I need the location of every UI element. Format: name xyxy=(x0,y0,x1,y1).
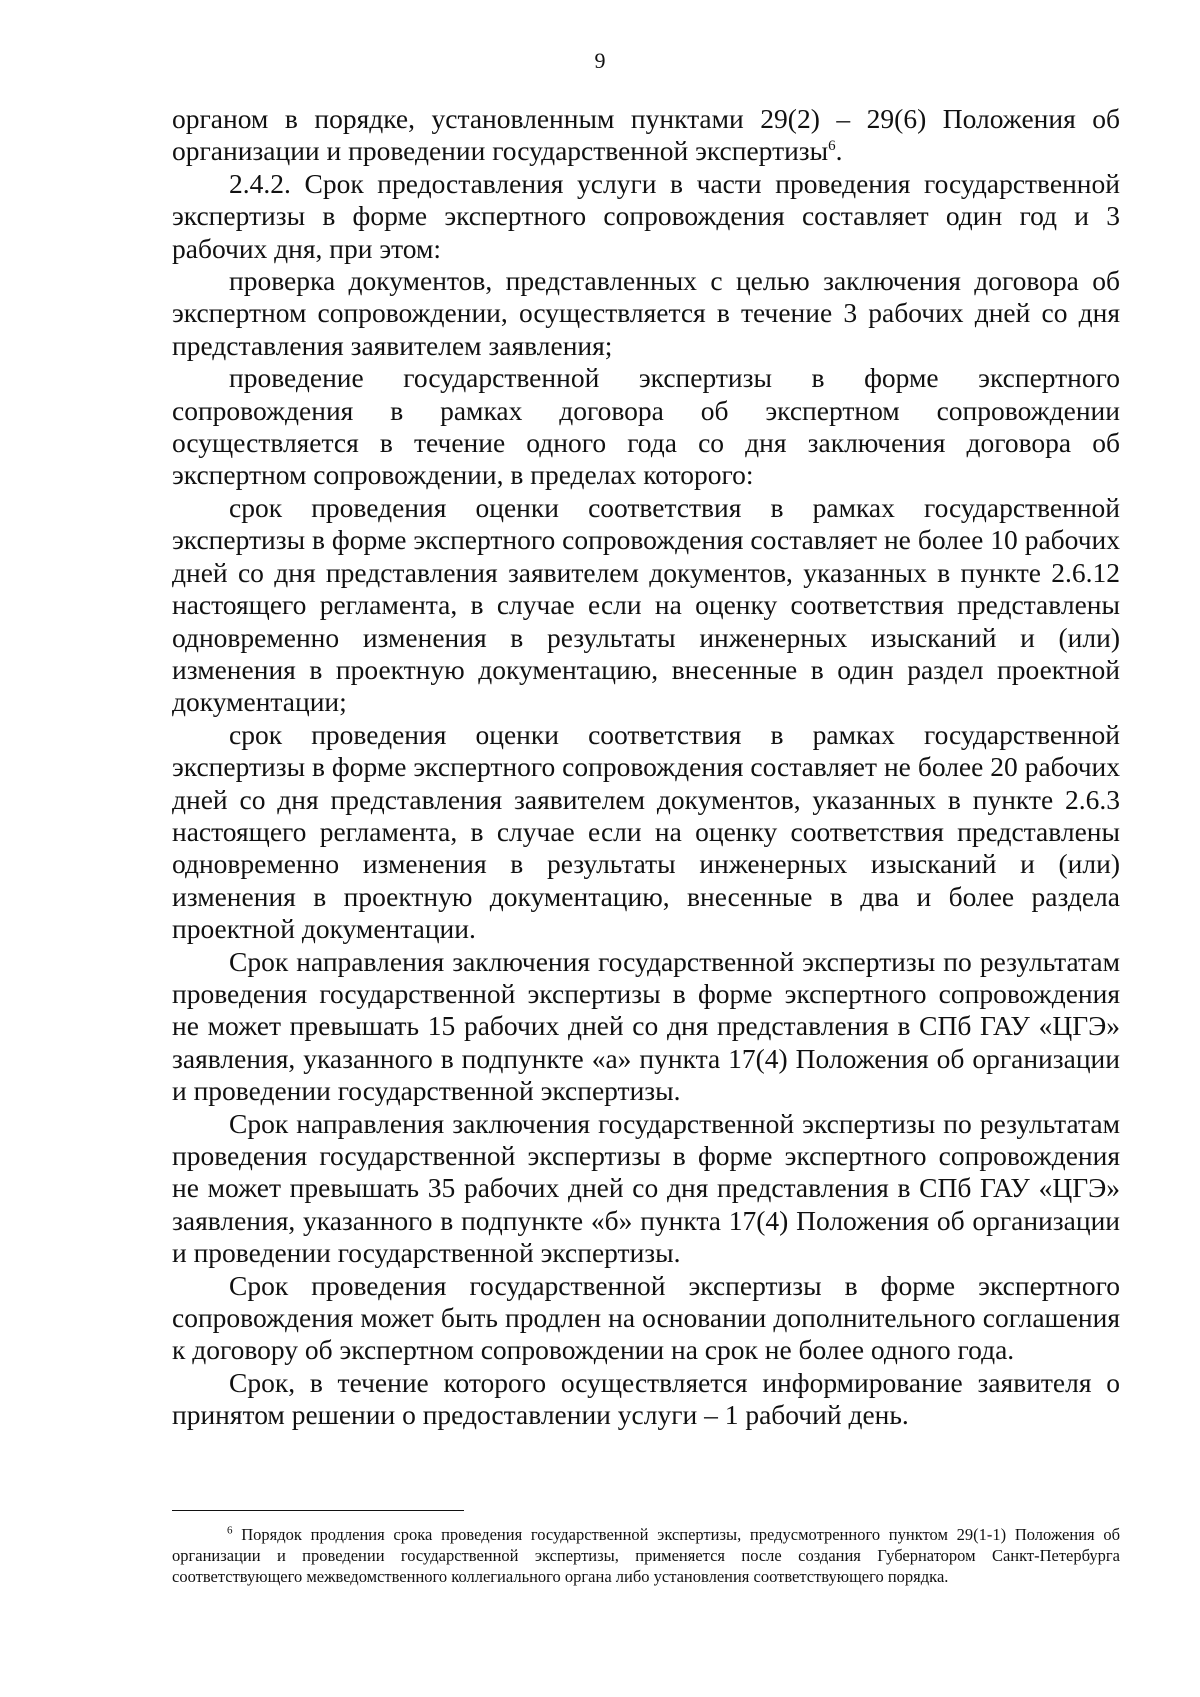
footnote-text: Порядок продления срока проведения государственной экспертизы, предусмотренного пунктом 29(1-1) Положения об организации и проведении государственной экспертизы, применяется после создания Губернатором Санкт-Петербурга соответствующего межведомственного коллегиального органа либо установления соответствующего порядка. xyxy=(172,1525,1120,1586)
paragraph-conclusion-15-days: Срок направления заключения государственной экспертизы по результатам проведения государственной экспертизы в форме экспертного сопровождения не может превышать 15 рабочих дней со дня представления в СПб ГАУ «ЦГЭ» заявления, указанного в подпункте «а» пункта 17(4) Положения об организации и проведении государственной экспертизы. xyxy=(172,945,1120,1107)
paragraph-notification: Срок, в течение которого осуществляется информирование заявителя о принятом решении о предоставлении услуги – 1 рабочий день. xyxy=(172,1366,1120,1431)
paragraph-extension: Срок проведения государственной экспертизы в форме экспертного сопровождения может быть продлен на основании дополнительного соглашения к договору об экспертном сопровождении на срок не более одного года. xyxy=(172,1269,1120,1366)
paragraph-text: органом в порядке, установленным пунктами 29(2) – 29(6) Положения об организации и проведении государственной экспертизы xyxy=(172,103,1120,167)
footnote-marker: 6 xyxy=(227,1524,233,1537)
paragraph-expertise-term: проведение государственной экспертизы в форме экспертного сопровождения в рамках договора об экспертном сопровождении осуществляется в течение одного года со дня заключения договора об экспертном сопровождении, в пределах которого: xyxy=(172,362,1120,491)
footnote-divider xyxy=(172,1510,464,1511)
paragraph-continuation xyxy=(172,103,1120,168)
body-text xyxy=(172,103,1120,1432)
paragraph-assessment-10-days: срок проведения оценки соответствия в рамках государственной экспертизы в форме экспертного сопровождения составляет не более 10 рабочих дней со дня представления заявителем документов, указанных в пункте 2.6.12 настоящего регламента, в случае если на оценку соответствия представлены одновременно изменения в результаты инженерных изысканий и (или) изменения в проектную документацию, внесенные в один раздел проектной документации; xyxy=(172,491,1120,718)
paragraph-assessment-20-days: срок проведения оценки соответствия в рамках государственной экспертизы в форме экспертного сопровождения составляет не более 20 рабочих дней со дня представления заявителем документов, указанных в пункте 2.6.3 настоящего регламента, в случае если на оценку соответствия представлены одновременно изменения в результаты инженерных изысканий и (или) изменения в проектную документацию, внесенные в два и более раздела проектной документации. xyxy=(172,718,1120,945)
page-number: 9 xyxy=(594,48,606,73)
footnote-ref[interactable]: 6 xyxy=(828,138,836,155)
paragraph-punct: . xyxy=(835,135,843,167)
footnote xyxy=(172,1524,1120,1587)
paragraph-document-check: проверка документов, представленных с целью заключения договора об экспертном сопровождении, осуществляется в течение 3 рабочих дней со дня представления заявителем заявления; xyxy=(172,265,1120,361)
paragraph-2-4-2: 2.4.2. Срок предоставления услуги в части проведения государственной экспертизы в форме экспертного сопровождения составляет один год и 3 рабочих дня, при этом: xyxy=(172,167,1120,264)
paragraph-conclusion-35-days: Срок направления заключения государственной экспертизы по результатам проведения государственной экспертизы в форме экспертного сопровождения не может превышать 35 рабочих дней со дня представления в СПб ГАУ «ЦГЭ» заявления, указанного в подпункте «б» пункта 17(4) Положения об организации и проведении государственной экспертизы. xyxy=(172,1107,1120,1269)
